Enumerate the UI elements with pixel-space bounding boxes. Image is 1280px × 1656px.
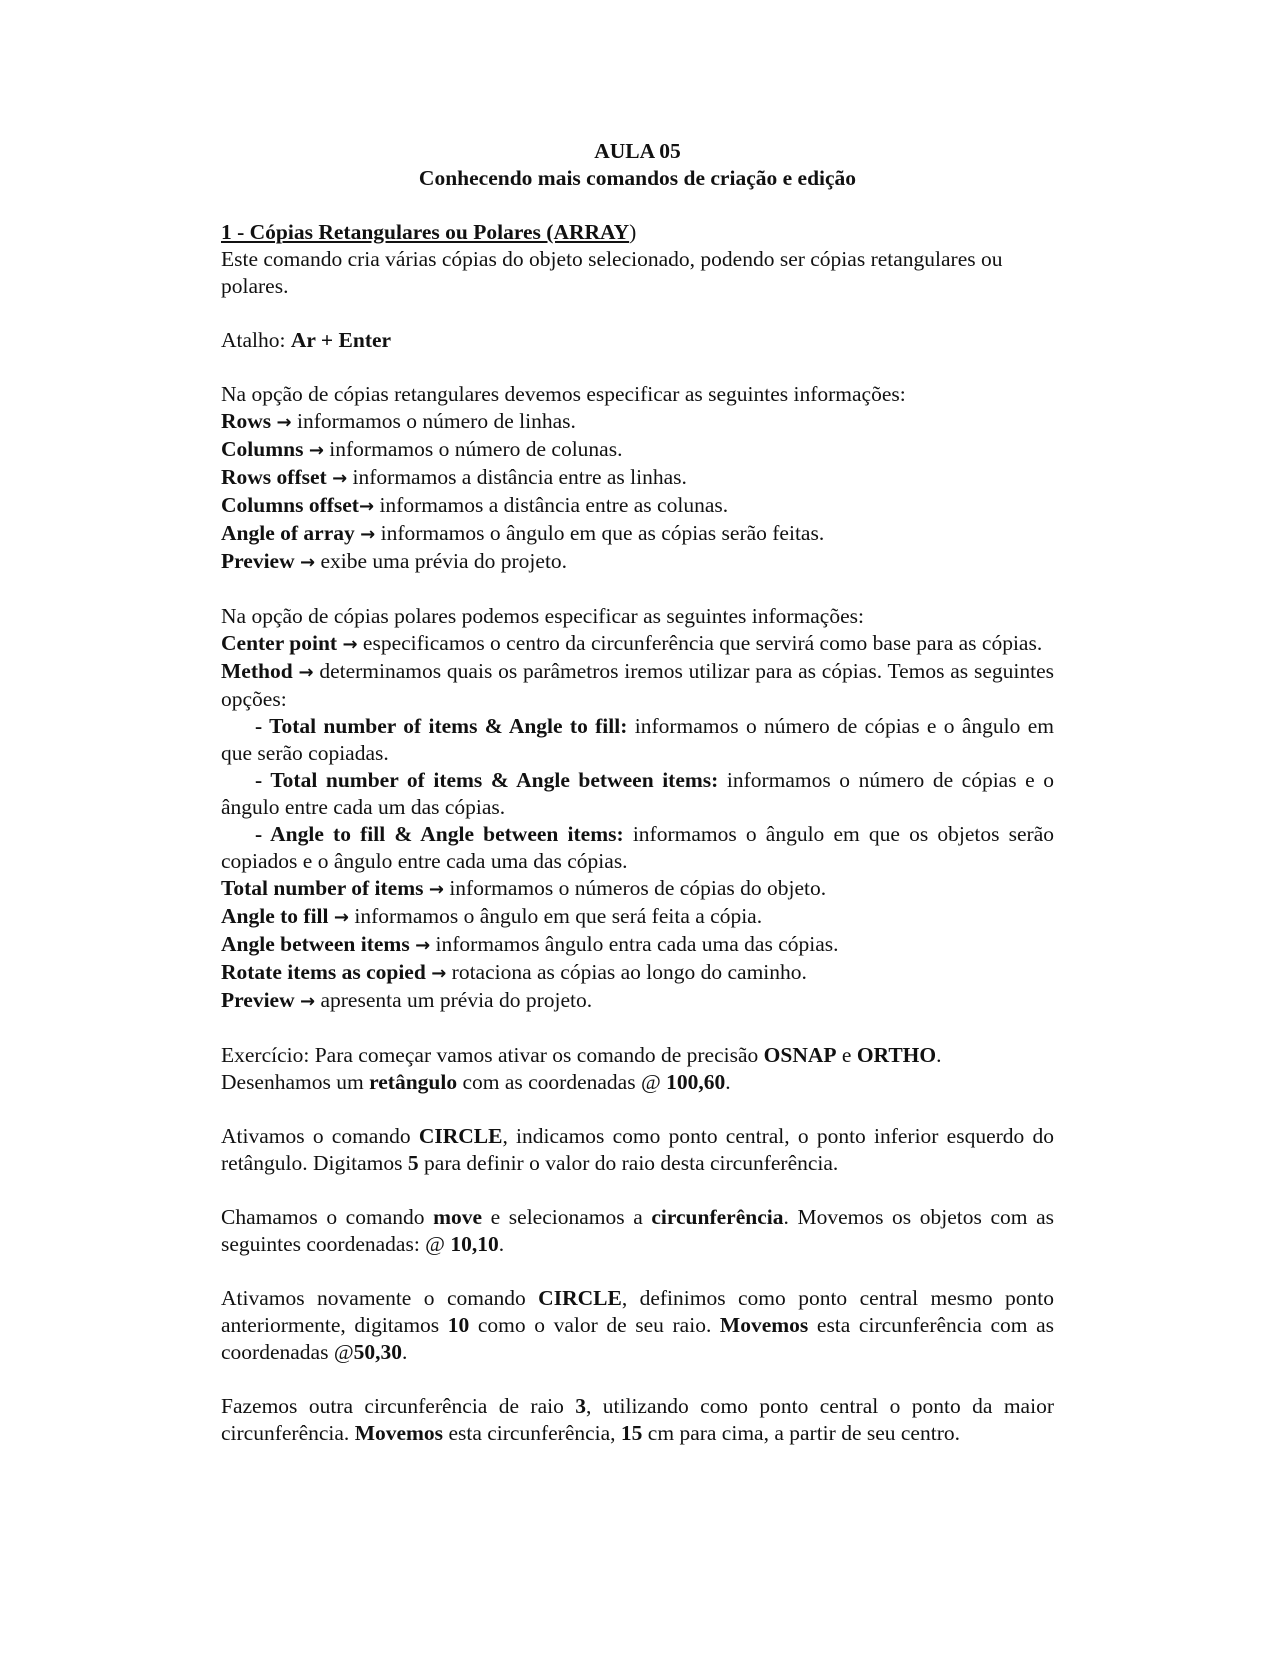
polar-item-angle-between: Angle between items → informamos ângulo entra cada uma das cópias.	[221, 932, 839, 956]
arrow-icon: →	[298, 662, 314, 683]
rect-item-angle: Angle of array → informamos o ângulo em que as cópias serão feitas.	[221, 521, 825, 545]
rect-item-preview: Preview → exibe uma prévia do projeto.	[221, 549, 568, 573]
arrow-icon: →	[300, 552, 316, 573]
arrow-icon: →	[358, 496, 375, 517]
arrow-icon: →	[276, 412, 292, 433]
exercise-paragraph-2: Ativamos o comando CIRCLE, indicamos como ponto central, o ponto inferior esquerdo do retângulo. Digitamos 5 para definir o valor do raio desta circunferência.	[221, 1124, 1055, 1175]
polar-method-option: - Total number of items & Angle to fill: informamos o número de cópias e o ângulo em que serão copiadas.	[221, 714, 1054, 765]
arrow-icon: →	[415, 935, 431, 956]
polar-item-rotate: Rotate items as copied → rotaciona as cópias ao longo do caminho.	[221, 960, 807, 984]
arrow-icon: →	[308, 440, 324, 461]
rect-item-columns-offset: Columns offset→ informamos a distância entre as colunas.	[221, 493, 729, 517]
arrow-icon: →	[332, 468, 348, 489]
rect-item-rows-offset: Rows offset → informamos a distância entre as linhas.	[221, 465, 687, 489]
arrow-icon: →	[300, 991, 316, 1012]
arrow-icon: →	[431, 963, 447, 984]
polar-intro: Na opção de cópias polares podemos especificar as seguintes informações:	[221, 604, 864, 628]
rect-intro: Na opção de cópias retangulares devemos especificar as seguintes informações:	[221, 382, 906, 406]
polar-item-angle-fill: Angle to fill → informamos o ângulo em que será feita a cópia.	[221, 904, 763, 928]
page-subtitle: Conhecendo mais comandos de criação e edição	[418, 166, 857, 190]
polar-method-option: - Angle to fill & Angle between items: informamos o ângulo em que os objetos serão copiados e o ângulo entre cada uma das cópias.	[221, 822, 1054, 873]
section-intro: Este comando cria várias cópias do objeto selecionado, podendo ser cópias retangulares ou polares.	[221, 247, 1003, 298]
polar-method-option: - Total number of items & Angle between items: informamos o número de cópias e o ângulo entre cada um das cópias.	[221, 768, 1054, 819]
polar-item-preview: Preview → apresenta um prévia do projeto.	[221, 988, 593, 1012]
document-body	[221, 138, 1054, 1447]
page-title: AULA 05	[594, 139, 681, 163]
arrow-icon: →	[342, 634, 358, 655]
polar-method: Method → determinamos quais os parâmetros iremos utilizar para as cópias. Temos as seguintes opções:	[221, 659, 1054, 711]
section-heading: 1 - Cópias Retangulares ou Polares (ARRAY)	[221, 220, 637, 244]
exercise-paragraph-4: Ativamos novamente o comando CIRCLE, definimos como ponto central mesmo ponto anteriormente, digitamos 10 como o valor de seu raio. Movemos esta circunferência com as coordenadas @50,30.	[221, 1286, 1054, 1364]
arrow-icon: →	[333, 907, 349, 928]
polar-item-total: Total number of items → informamos o números de cópias do objeto.	[221, 876, 827, 900]
exercise-paragraph-3: Chamamos o comando move e selecionamos a circunferência. Movemos os objetos com as seguintes coordenadas: @ 10,10.	[221, 1205, 1054, 1256]
shortcut-line: Atalho: Ar + Enter	[221, 328, 392, 352]
rect-item-rows: Rows → informamos o número de linhas.	[221, 409, 576, 433]
exercise-paragraph-5: Fazemos outra circunferência de raio 3, utilizando como ponto central o ponto da maior circunferência. Movemos esta circunferência, 15 cm para cima, a partir de seu centro.	[221, 1394, 1054, 1445]
rect-item-columns: Columns → informamos o número de colunas.	[221, 437, 623, 461]
polar-center-point: Center point → especificamos o centro da circunferência que servirá como base para as cópias.	[221, 631, 1043, 655]
exercise-paragraph-1: Exercício: Para começar vamos ativar os comando de precisão OSNAP e ORTHO. Desenhamos um retângulo com as coordenadas @ 100,60.	[221, 1043, 942, 1094]
arrow-icon: →	[428, 879, 444, 900]
arrow-icon: →	[360, 524, 376, 545]
